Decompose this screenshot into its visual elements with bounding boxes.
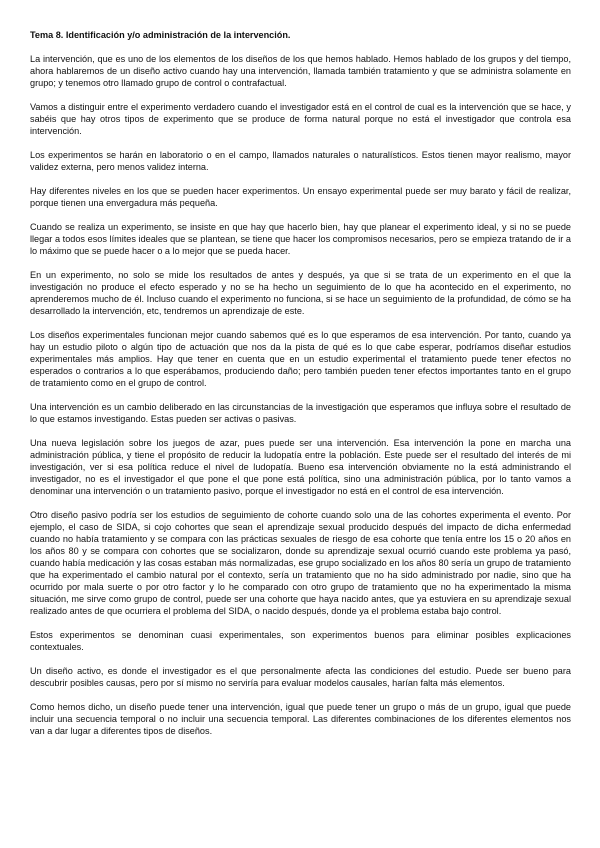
paragraph-experimento-ideal: Cuando se realiza un experimento, se insiste en que hay que hacerlo bien, hay que planear el experimento ideal, y si no se puede llegar a todos esos límites ideales que se plantean, se tiene que hacer los compromisos necesarios, pero se empieza tratando de ir a lo máximo que se puede hacer o a lo mejor que se pueda hacer. (30, 222, 571, 256)
paragraph-diseno-activo: Un diseño activo, es donde el investigador es el que personalmente afecta las condiciones del estudio. Puede ser bueno para descubrir posibles causas, pero por sí mismo no serviría para evaluar modelos causales, harían falta más elementos. (30, 666, 571, 688)
paragraph-laboratorio-campo: Los experimentos se harán en laboratorio o en el campo, llamados naturales o naturalísticos. Estos tienen mayor realismo, mayor validez externa, pero menos validez interna. (30, 150, 571, 172)
paragraph-niveles: Hay diferentes niveles en los que se pueden hacer experimentos. Un ensayo experimental puede ser muy barato y fácil de realizar, porque tienen una envergadura más pequeña. (30, 186, 571, 208)
document-title: Tema 8. Identificación y/o administración de la intervención. (30, 30, 291, 40)
document-page (30, 29, 571, 749)
paragraph-intervencion: La intervención, que es uno de los elementos de los diseños de los que hemos hablado. Hemos hablado de los grupos y del tiempo, ahora hablaremos de un diseño activo cuando hay una intervención, llamada también tratamiento y que se administra solamente en grupo; y tenemos otro llamado grupo de control o contrafactual. (30, 54, 571, 88)
paragraph-cohorte-sida: Otro diseño pasivo podría ser los estudios de seguimiento de cohorte cuando solo una de las cohortes experimenta el evento. Por ejemplo, el caso de SIDA, si cojo cohortes que sean el aprendizaje sexual producido después del impacto de dicha enfermedad cuando no había tratamiento y se compara con las prácticas sexuales de riesgo de esa cohorte que tenía entre los 15 o 20 años en los años 80 y se compara con cohortes que se socializaron, donde su aprendizaje sexual ocurrió cuando este problema ya pasó, cuando había medicación y las cosas estaban más normalizadas, ese grupo socializado en los años 80 sería un grupo de tratamiento que ha experimentado el cambio natural por el contexto, sería un tratamiento que no ha sido administrado por nadie, sino que ha ocurrido por mala suerte o por otro factor y lo he comparado con otro grupo de tratamiento que no ha experimentado la misma situación, me sirve como grupo de control, puede ser una cohorte que haya nacido antes, que ya estuviera en su aprendizaje sexual realizado antes de que ocurriera el problema del SIDA, o nacido después, donde ya el problema estaba bajo control. (30, 510, 571, 616)
paragraph-experimento-verdadero: Vamos a distinguir entre el experimento verdadero cuando el investigador está en el control de cual es la intervención que se hace, y sabéis que hay otros tipos de experimento que se produce de forma natural porque no está el investigador que controla esa intervención. (30, 102, 571, 136)
paragraph-combinaciones: Como hemos dicho, un diseño puede tener una intervención, igual que puede tener un grupo o más de un grupo, igual que puede incluir una secuencia temporal o no incluir una secuencia temporal. Las diferentes combinaciones de los diferentes elementos nos van a dar lugar a diferentes tipos de diseños. (30, 702, 571, 736)
paragraph-disenos-experimentales: Los diseños experimentales funcionan mejor cuando sabemos qué es lo que esperamos de esa intervención. Por tanto, cuando ya hay un estudio piloto o algún tipo de actuación que nos da la pista de qué es lo que cabe esperar, podríamos diseñar estudios experimentales más amplios. Hay que tener en cuenta que en un estudio experimental el tratamiento puede tener efectos no esperados o contrarios a lo que esperábamos, produciendo daño; pero también pueden tener efectos importantes tanto en el grupo de tratamiento como en el grupo de control. (30, 330, 571, 388)
paragraph-seguimiento: En un experimento, no solo se mide los resultados de antes y después, ya que si se trata de un experimento en el que la investigación no produce el efecto esperado y no se ha hecho un seguimiento de lo que ha acontecido en el experimento, no aprenderemos mucho de él. Incluso cuando el experimento no funciona, si se hace un seguimiento de la profundidad, de cómo se ha desarrollado la intervención, etc, tendremos un aprendizaje de este. (30, 270, 571, 316)
paragraph-cuasi-experimentales: Estos experimentos se denominan cuasi experimentales, son experimentos buenos para eliminar posibles explicaciones contextuales. (30, 630, 571, 652)
paragraph-legislacion: Una nueva legislación sobre los juegos de azar, pues puede ser una intervención. Esa intervención la pone en marcha una administración pública, y tiene el propósito de reducir la ludopatía entre la población. Este puede ser el resultado del interés de mi investigación, ver si esa política reduce el nivel de ludopatía. Bueno esa intervención obviamente no la está administrando el investigador, no es el investigador el que pone el que pone está política, sino una administración pública, por lo tanto vamos a denominar una intervención o un tratamiento pasivo, porque el investigador no está en el control de esa intervención. (30, 438, 571, 496)
paragraph-cambio-deliberado: Una intervención es un cambio deliberado en las circunstancias de la investigación que esperamos que influya sobre el resultado de lo que estamos investigando. Estas pueden ser activas o pasivas. (30, 402, 571, 424)
